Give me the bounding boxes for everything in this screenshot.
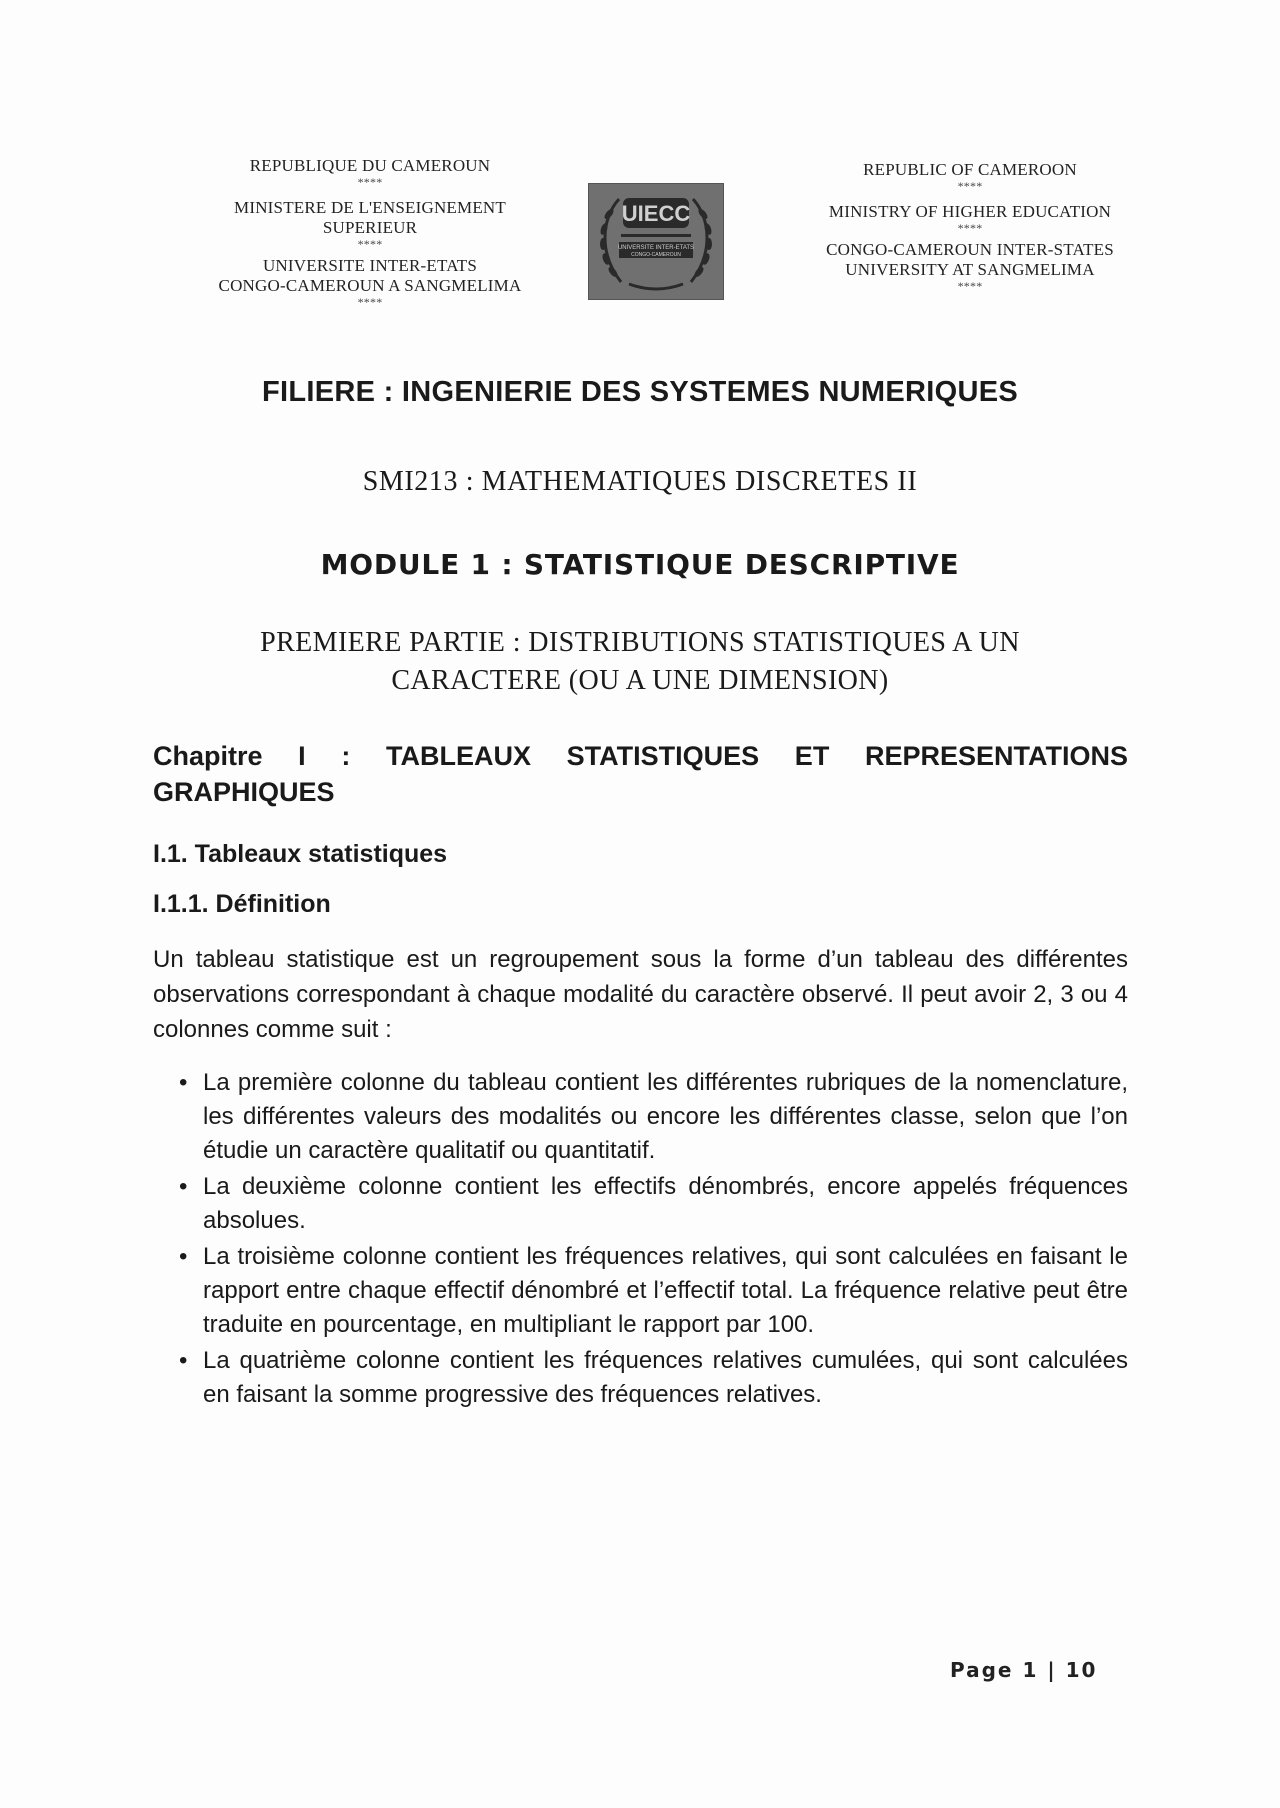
header-stars: **** (357, 237, 383, 251)
bullet-icon: • (179, 1069, 188, 1096)
header-stars: **** (957, 221, 983, 235)
subsection-heading: I.1.1. Définition (153, 890, 331, 918)
section-heading: I.1. Tableaux statistiques (153, 840, 448, 868)
chapter-heading: Chapitre I : TABLEAUX STATISTIQUES ET REPRESENTATIONS GRAPHIQUES (153, 741, 1128, 807)
list-item (153, 1240, 1128, 1342)
logo-text: UIECC (621, 201, 691, 226)
header-stars: **** (957, 279, 983, 293)
header-university-fr: UNIVERSITE INTER-ETATS (262, 256, 478, 275)
list-item (153, 1066, 1128, 1168)
program-title: FILIERE : INGENIERIE DES SYSTEMES NUMERIQUES (261, 376, 1019, 408)
list-item-text: La première colonne du tableau contient les différentes rubriques de la nomenclature, les différentes valeurs des modalités ou encore les différentes classe, selon que l’on étudie un caractère qualitatif ou quantitatif. (203, 1069, 1128, 1164)
part-title-line-1: PREMIERE PARTIE : DISTRIBUTIONS STATISTIQUES A UN (260, 627, 1020, 658)
list-item (153, 1170, 1128, 1238)
bullet-icon: • (179, 1173, 188, 1200)
header-republic-en: REPUBLIC OF CAMEROON (863, 160, 1077, 179)
uiecc-logo-icon (589, 184, 723, 299)
header-stars: **** (357, 295, 383, 309)
header-ministry-fr-2: SUPERIEUR (322, 218, 418, 237)
header-french-block (190, 156, 550, 308)
university-logo (588, 183, 724, 300)
header-ministry-fr: MINISTERE DE L'ENSEIGNEMENT (234, 198, 506, 217)
logo-sub-text: CONGO-CAMEROUN (631, 252, 681, 258)
header-republic-fr: REPUBLIQUE DU CAMEROUN (249, 156, 491, 175)
bullet-icon: • (179, 1243, 188, 1270)
logo-banner-text: UNIVERSITE INTER-ETATS (617, 245, 695, 251)
column-description-list (153, 1066, 1128, 1414)
header-stars: **** (357, 175, 383, 189)
list-item (153, 1344, 1128, 1412)
header-university-en-2: UNIVERSITY AT SANGMELIMA (845, 260, 1095, 279)
header-stars: **** (957, 179, 983, 193)
part-title-line-2: CARACTERE (OU A UNE DIMENSION) (391, 665, 889, 696)
list-item-text: La quatrième colonne contient les fréquences relatives cumulées, qui sont calculées en faisant la somme progressive des fréquences relatives. (203, 1347, 1128, 1408)
list-item-text: La deuxième colonne contient les effectifs dénombrés, encore appelés fréquences absolues. (203, 1173, 1128, 1234)
module-title: MODULE 1 : STATISTIQUE DESCRIPTIVE (320, 548, 960, 581)
header-university-fr-2: CONGO-CAMEROUN A SANGMELIMA (218, 276, 522, 295)
header-ministry-en: MINISTRY OF HIGHER EDUCATION (828, 202, 1112, 221)
list-item-text: La troisième colonne contient les fréquences relatives, qui sont calculées en faisant le rapport entre chaque effectif dénombré et l’effectif total. La fréquence relative peut être traduite en pourcentage, en multipliant le rapport par 100. (203, 1243, 1128, 1338)
header-english-block (790, 160, 1150, 292)
definition-paragraph: Un tableau statistique est un regroupement sous la forme d’un tableau des différentes observations correspondant à chaque modalité du caractère observé. Il peut avoir 2, 3 ou 4 colonnes comme suit : (153, 946, 1128, 1043)
part-title (150, 624, 1130, 700)
course-title: SMI213 : MATHEMATIQUES DISCRETES II (362, 466, 918, 497)
page-number: Page 1 | 10 (950, 1658, 1098, 1682)
bullet-icon: • (179, 1347, 188, 1374)
header-university-en: CONGO-CAMEROUN INTER-STATES (826, 240, 1114, 259)
